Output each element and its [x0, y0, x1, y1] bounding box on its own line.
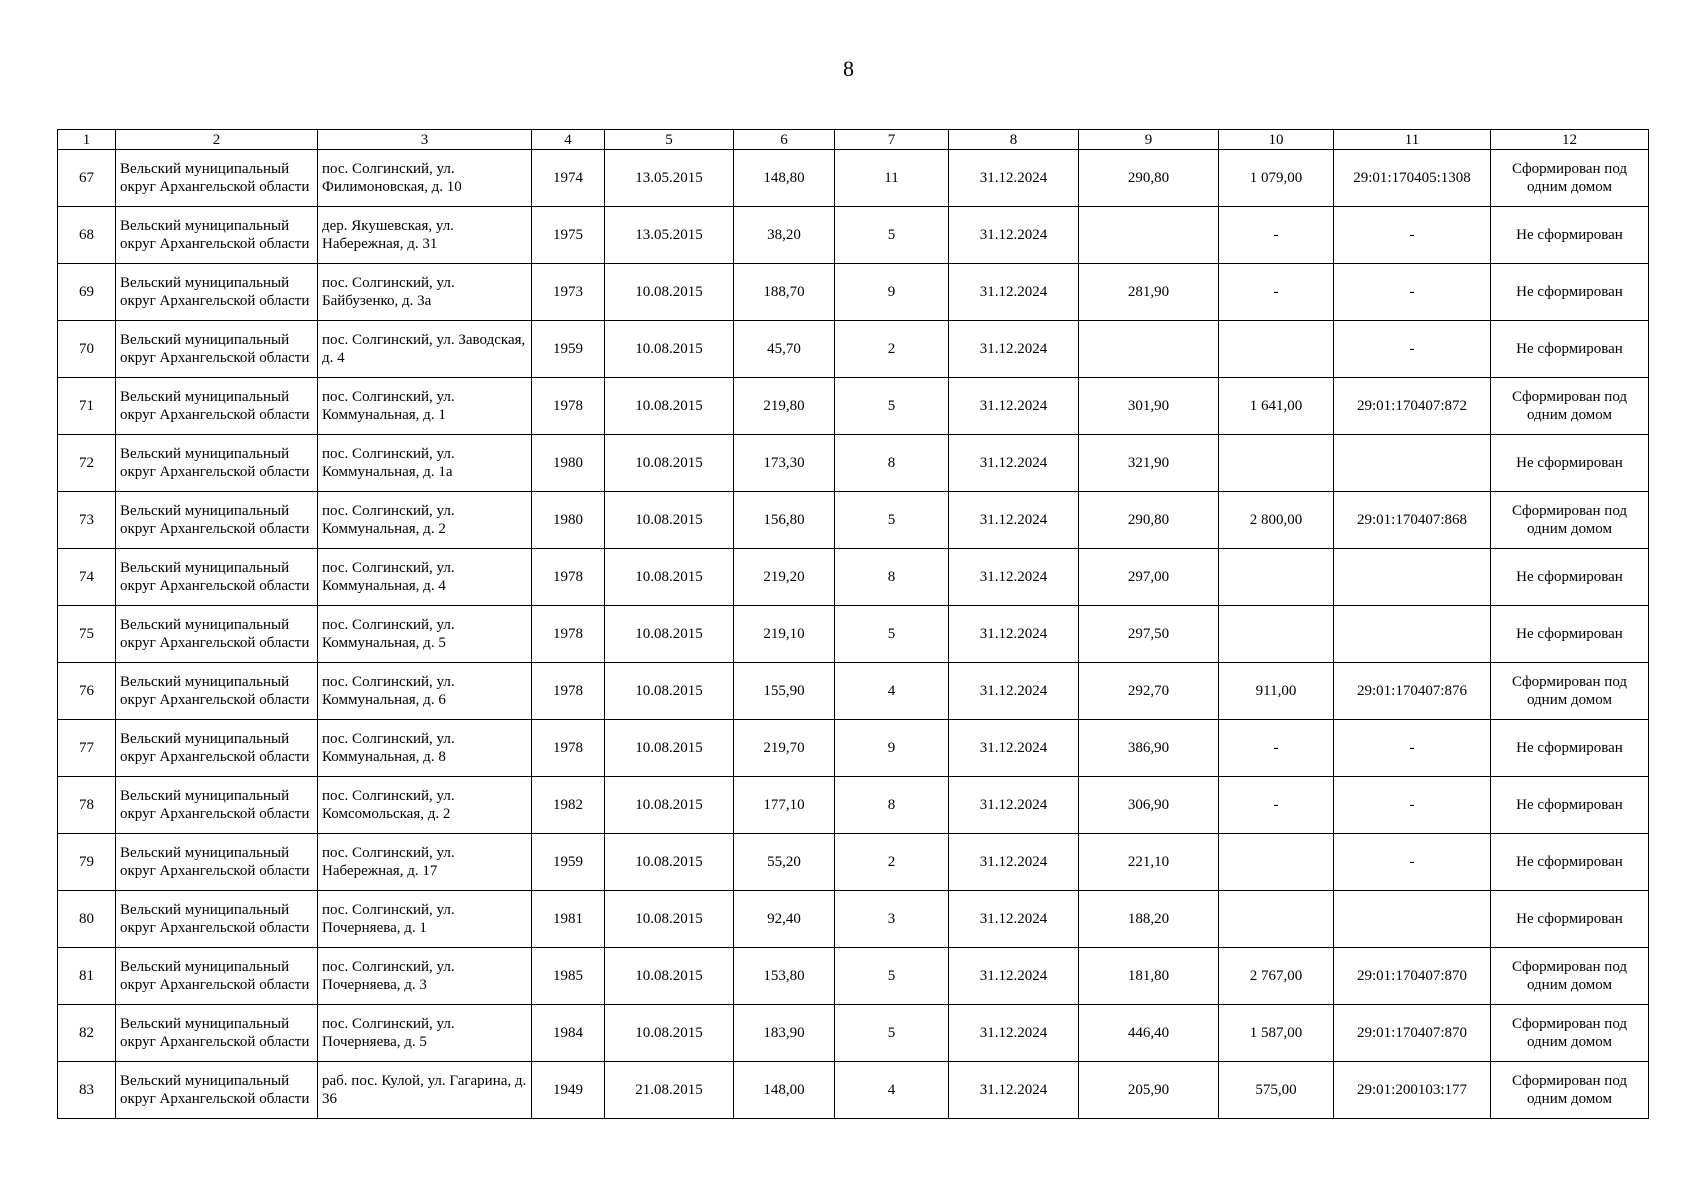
plot-area-cell: - — [1219, 777, 1334, 834]
area2-cell: 297,50 — [1079, 606, 1219, 663]
year-cell: 1978 — [532, 606, 605, 663]
date-cell: 13.05.2015 — [605, 207, 734, 264]
cadastral-number-cell: - — [1334, 777, 1491, 834]
area2-cell: 221,10 — [1079, 834, 1219, 891]
plot-area-cell — [1219, 606, 1334, 663]
address-cell: пос. Солгинский, ул. Коммунальная, д. 1 — [318, 378, 532, 435]
cadastral-number-cell: 29:01:170407:872 — [1334, 378, 1491, 435]
cadastral-number-cell: - — [1334, 834, 1491, 891]
year-cell: 1985 — [532, 948, 605, 1005]
municipality-cell: Вельский муниципальный округ Архангельской области — [116, 720, 318, 777]
cadastral-number-cell — [1334, 435, 1491, 492]
municipality-cell: Вельский муниципальный округ Архангельской области — [116, 435, 318, 492]
area2-cell — [1079, 321, 1219, 378]
column-header: 6 — [734, 130, 835, 150]
municipality-cell: Вельский муниципальный округ Архангельской области — [116, 321, 318, 378]
area-cell: 173,30 — [734, 435, 835, 492]
area2-cell: 281,90 — [1079, 264, 1219, 321]
column-header: 12 — [1491, 130, 1649, 150]
plot-area-cell: - — [1219, 264, 1334, 321]
cadastral-number-cell: 29:01:170407:870 — [1334, 948, 1491, 1005]
cadastral-number-cell: - — [1334, 321, 1491, 378]
deadline-cell: 31.12.2024 — [949, 777, 1079, 834]
area2-cell: 297,00 — [1079, 549, 1219, 606]
municipality-cell: Вельский муниципальный округ Архангельской области — [116, 207, 318, 264]
row-number-cell: 69 — [58, 264, 116, 321]
row-number-cell: 79 — [58, 834, 116, 891]
column-header: 4 — [532, 130, 605, 150]
municipality-cell: Вельский муниципальный округ Архангельской области — [116, 1005, 318, 1062]
deadline-cell: 31.12.2024 — [949, 321, 1079, 378]
municipality-cell: Вельский муниципальный округ Архангельской области — [116, 777, 318, 834]
date-cell: 10.08.2015 — [605, 891, 734, 948]
column-header: 8 — [949, 130, 1079, 150]
row-number-cell: 71 — [58, 378, 116, 435]
status-cell: Не сформирован — [1491, 435, 1649, 492]
plot-area-cell: - — [1219, 207, 1334, 264]
table-row — [58, 777, 1649, 834]
count-cell: 5 — [835, 378, 949, 435]
count-cell: 5 — [835, 948, 949, 1005]
municipality-cell: Вельский муниципальный округ Архангельской области — [116, 549, 318, 606]
date-cell: 10.08.2015 — [605, 435, 734, 492]
date-cell: 10.08.2015 — [605, 378, 734, 435]
area-cell: 148,80 — [734, 150, 835, 207]
row-number-cell: 83 — [58, 1062, 116, 1119]
plot-area-cell — [1219, 435, 1334, 492]
table-row — [58, 378, 1649, 435]
status-cell: Не сформирован — [1491, 321, 1649, 378]
municipality-cell: Вельский муниципальный округ Архангельской области — [116, 663, 318, 720]
row-number-cell: 76 — [58, 663, 116, 720]
plot-area-cell: 1 587,00 — [1219, 1005, 1334, 1062]
date-cell: 10.08.2015 — [605, 834, 734, 891]
area-cell: 38,20 — [734, 207, 835, 264]
area2-cell: 446,40 — [1079, 1005, 1219, 1062]
year-cell: 1978 — [532, 720, 605, 777]
plot-area-cell: 1 641,00 — [1219, 378, 1334, 435]
deadline-cell: 31.12.2024 — [949, 720, 1079, 777]
count-cell: 3 — [835, 891, 949, 948]
table-row — [58, 264, 1649, 321]
address-cell: пос. Солгинский, ул. Почерняева, д. 1 — [318, 891, 532, 948]
row-number-cell: 67 — [58, 150, 116, 207]
year-cell: 1978 — [532, 549, 605, 606]
deadline-cell: 31.12.2024 — [949, 1005, 1079, 1062]
count-cell: 5 — [835, 1005, 949, 1062]
row-number-cell: 68 — [58, 207, 116, 264]
deadline-cell: 31.12.2024 — [949, 264, 1079, 321]
status-cell: Не сформирован — [1491, 720, 1649, 777]
status-cell: Сформирован под одним домом — [1491, 378, 1649, 435]
table-row — [58, 435, 1649, 492]
address-cell: пос. Солгинский, ул. Коммунальная, д. 1а — [318, 435, 532, 492]
status-cell: Сформирован под одним домом — [1491, 1062, 1649, 1119]
row-number-cell: 77 — [58, 720, 116, 777]
row-number-cell: 81 — [58, 948, 116, 1005]
table-row — [58, 948, 1649, 1005]
year-cell: 1978 — [532, 378, 605, 435]
column-header: 11 — [1334, 130, 1491, 150]
status-cell: Не сформирован — [1491, 549, 1649, 606]
column-header: 5 — [605, 130, 734, 150]
plot-area-cell: 2 767,00 — [1219, 948, 1334, 1005]
status-cell: Сформирован под одним домом — [1491, 1005, 1649, 1062]
count-cell: 8 — [835, 435, 949, 492]
cadastral-number-cell — [1334, 891, 1491, 948]
deadline-cell: 31.12.2024 — [949, 606, 1079, 663]
cadastral-number-cell: 29:01:200103:177 — [1334, 1062, 1491, 1119]
count-cell: 2 — [835, 321, 949, 378]
area2-cell: 181,80 — [1079, 948, 1219, 1005]
column-header: 1 — [58, 130, 116, 150]
count-cell: 4 — [835, 663, 949, 720]
row-number-cell: 70 — [58, 321, 116, 378]
area2-cell: 292,70 — [1079, 663, 1219, 720]
row-number-cell: 80 — [58, 891, 116, 948]
plot-area-cell: - — [1219, 720, 1334, 777]
table-row — [58, 207, 1649, 264]
count-cell: 5 — [835, 492, 949, 549]
row-number-cell: 74 — [58, 549, 116, 606]
municipality-cell: Вельский муниципальный округ Архангельской области — [116, 1062, 318, 1119]
area2-cell: 306,90 — [1079, 777, 1219, 834]
column-header: 2 — [116, 130, 318, 150]
count-cell: 8 — [835, 777, 949, 834]
table-row — [58, 834, 1649, 891]
cadastral-number-cell: 29:01:170405:1308 — [1334, 150, 1491, 207]
date-cell: 10.08.2015 — [605, 663, 734, 720]
area2-cell: 290,80 — [1079, 492, 1219, 549]
area-cell: 156,80 — [734, 492, 835, 549]
address-cell: пос. Солгинский, ул. Коммунальная, д. 2 — [318, 492, 532, 549]
count-cell: 9 — [835, 720, 949, 777]
year-cell: 1959 — [532, 834, 605, 891]
address-cell: дер. Якушевская, ул. Набережная, д. 31 — [318, 207, 532, 264]
count-cell: 5 — [835, 606, 949, 663]
table-body — [58, 150, 1649, 1119]
year-cell: 1982 — [532, 777, 605, 834]
row-number-cell: 72 — [58, 435, 116, 492]
column-header: 3 — [318, 130, 532, 150]
table-row — [58, 606, 1649, 663]
table-row — [58, 891, 1649, 948]
deadline-cell: 31.12.2024 — [949, 1062, 1079, 1119]
year-cell: 1974 — [532, 150, 605, 207]
year-cell: 1949 — [532, 1062, 605, 1119]
address-cell: раб. пос. Кулой, ул. Гагарина, д. 36 — [318, 1062, 532, 1119]
date-cell: 10.08.2015 — [605, 777, 734, 834]
area-cell: 148,00 — [734, 1062, 835, 1119]
deadline-cell: 31.12.2024 — [949, 891, 1079, 948]
deadline-cell: 31.12.2024 — [949, 834, 1079, 891]
cadastral-number-cell: 29:01:170407:868 — [1334, 492, 1491, 549]
row-number-cell: 78 — [58, 777, 116, 834]
table-row — [58, 663, 1649, 720]
area2-cell: 301,90 — [1079, 378, 1219, 435]
address-cell: пос. Солгинский, ул. Почерняева, д. 5 — [318, 1005, 532, 1062]
count-cell: 2 — [835, 834, 949, 891]
status-cell: Не сформирован — [1491, 777, 1649, 834]
count-cell: 4 — [835, 1062, 949, 1119]
column-number-row — [58, 130, 1649, 150]
municipality-cell: Вельский муниципальный округ Архангельской области — [116, 264, 318, 321]
page-number: 8 — [843, 56, 854, 81]
area-cell: 55,20 — [734, 834, 835, 891]
housing-registry-table — [57, 129, 1649, 1119]
area-cell: 219,20 — [734, 549, 835, 606]
table-row — [58, 150, 1649, 207]
deadline-cell: 31.12.2024 — [949, 492, 1079, 549]
area-cell: 219,70 — [734, 720, 835, 777]
year-cell: 1975 — [532, 207, 605, 264]
area2-cell: 188,20 — [1079, 891, 1219, 948]
cadastral-number-cell: - — [1334, 264, 1491, 321]
year-cell: 1984 — [532, 1005, 605, 1062]
table-row — [58, 1005, 1649, 1062]
cadastral-number-cell — [1334, 606, 1491, 663]
municipality-cell: Вельский муниципальный округ Архангельской области — [116, 606, 318, 663]
date-cell: 10.08.2015 — [605, 1005, 734, 1062]
address-cell: пос. Солгинский, ул. Почерняева, д. 3 — [318, 948, 532, 1005]
date-cell: 10.08.2015 — [605, 492, 734, 549]
plot-area-cell — [1219, 891, 1334, 948]
area-cell: 183,90 — [734, 1005, 835, 1062]
status-cell: Не сформирован — [1491, 606, 1649, 663]
date-cell: 10.08.2015 — [605, 549, 734, 606]
cadastral-number-cell: 29:01:170407:870 — [1334, 1005, 1491, 1062]
cadastral-number-cell — [1334, 549, 1491, 606]
plot-area-cell: 1 079,00 — [1219, 150, 1334, 207]
date-cell: 10.08.2015 — [605, 606, 734, 663]
address-cell: пос. Солгинский, ул. Филимоновская, д. 10 — [318, 150, 532, 207]
area-cell: 92,40 — [734, 891, 835, 948]
year-cell: 1980 — [532, 435, 605, 492]
row-number-cell: 75 — [58, 606, 116, 663]
area2-cell: 205,90 — [1079, 1062, 1219, 1119]
year-cell: 1980 — [532, 492, 605, 549]
status-cell: Не сформирован — [1491, 264, 1649, 321]
status-cell: Не сформирован — [1491, 207, 1649, 264]
date-cell: 10.08.2015 — [605, 948, 734, 1005]
year-cell: 1981 — [532, 891, 605, 948]
count-cell: 5 — [835, 207, 949, 264]
address-cell: пос. Солгинский, ул. Коммунальная, д. 5 — [318, 606, 532, 663]
address-cell: пос. Солгинский, ул. Набережная, д. 17 — [318, 834, 532, 891]
status-cell: Сформирован под одним домом — [1491, 663, 1649, 720]
deadline-cell: 31.12.2024 — [949, 207, 1079, 264]
cadastral-number-cell: 29:01:170407:876 — [1334, 663, 1491, 720]
table-row — [58, 321, 1649, 378]
deadline-cell: 31.12.2024 — [949, 549, 1079, 606]
plot-area-cell — [1219, 321, 1334, 378]
column-header: 7 — [835, 130, 949, 150]
area-cell: 219,10 — [734, 606, 835, 663]
table-header — [58, 130, 1649, 150]
area-cell: 177,10 — [734, 777, 835, 834]
cadastral-number-cell: - — [1334, 207, 1491, 264]
row-number-cell: 82 — [58, 1005, 116, 1062]
table-row — [58, 720, 1649, 777]
area-cell: 45,70 — [734, 321, 835, 378]
date-cell: 13.05.2015 — [605, 150, 734, 207]
area-cell: 155,90 — [734, 663, 835, 720]
status-cell: Не сформирован — [1491, 834, 1649, 891]
table-row — [58, 549, 1649, 606]
count-cell: 11 — [835, 150, 949, 207]
plot-area-cell: 2 800,00 — [1219, 492, 1334, 549]
address-cell: пос. Солгинский, ул. Коммунальная, д. 4 — [318, 549, 532, 606]
address-cell: пос. Солгинский, ул. Комсомольская, д. 2 — [318, 777, 532, 834]
status-cell: Сформирован под одним домом — [1491, 492, 1649, 549]
municipality-cell: Вельский муниципальный округ Архангельской области — [116, 378, 318, 435]
status-cell: Сформирован под одним домом — [1491, 150, 1649, 207]
table-row — [58, 1062, 1649, 1119]
area2-cell: 290,80 — [1079, 150, 1219, 207]
column-header: 10 — [1219, 130, 1334, 150]
year-cell: 1978 — [532, 663, 605, 720]
count-cell: 8 — [835, 549, 949, 606]
address-cell: пос. Солгинский, ул. Коммунальная, д. 8 — [318, 720, 532, 777]
date-cell: 10.08.2015 — [605, 720, 734, 777]
cadastral-number-cell: - — [1334, 720, 1491, 777]
area-cell: 219,80 — [734, 378, 835, 435]
address-cell: пос. Солгинский, ул. Коммунальная, д. 6 — [318, 663, 532, 720]
address-cell: пос. Солгинский, ул. Заводская, д. 4 — [318, 321, 532, 378]
plot-area-cell: 575,00 — [1219, 1062, 1334, 1119]
deadline-cell: 31.12.2024 — [949, 435, 1079, 492]
deadline-cell: 31.12.2024 — [949, 663, 1079, 720]
plot-area-cell — [1219, 834, 1334, 891]
plot-area-cell: 911,00 — [1219, 663, 1334, 720]
municipality-cell: Вельский муниципальный округ Архангельской области — [116, 834, 318, 891]
deadline-cell: 31.12.2024 — [949, 150, 1079, 207]
address-cell: пос. Солгинский, ул. Байбузенко, д. 3а — [318, 264, 532, 321]
date-cell: 21.08.2015 — [605, 1062, 734, 1119]
status-cell: Сформирован под одним домом — [1491, 948, 1649, 1005]
area2-cell: 386,90 — [1079, 720, 1219, 777]
municipality-cell: Вельский муниципальный округ Архангельской области — [116, 492, 318, 549]
deadline-cell: 31.12.2024 — [949, 378, 1079, 435]
row-number-cell: 73 — [58, 492, 116, 549]
area-cell: 188,70 — [734, 264, 835, 321]
column-header: 9 — [1079, 130, 1219, 150]
municipality-cell: Вельский муниципальный округ Архангельской области — [116, 150, 318, 207]
deadline-cell: 31.12.2024 — [949, 948, 1079, 1005]
area2-cell — [1079, 207, 1219, 264]
year-cell: 1973 — [532, 264, 605, 321]
status-cell: Не сформирован — [1491, 891, 1649, 948]
count-cell: 9 — [835, 264, 949, 321]
area2-cell: 321,90 — [1079, 435, 1219, 492]
date-cell: 10.08.2015 — [605, 321, 734, 378]
municipality-cell: Вельский муниципальный округ Архангельской области — [116, 891, 318, 948]
plot-area-cell — [1219, 549, 1334, 606]
date-cell: 10.08.2015 — [605, 264, 734, 321]
area-cell: 153,80 — [734, 948, 835, 1005]
table-row — [58, 492, 1649, 549]
municipality-cell: Вельский муниципальный округ Архангельской области — [116, 948, 318, 1005]
year-cell: 1959 — [532, 321, 605, 378]
